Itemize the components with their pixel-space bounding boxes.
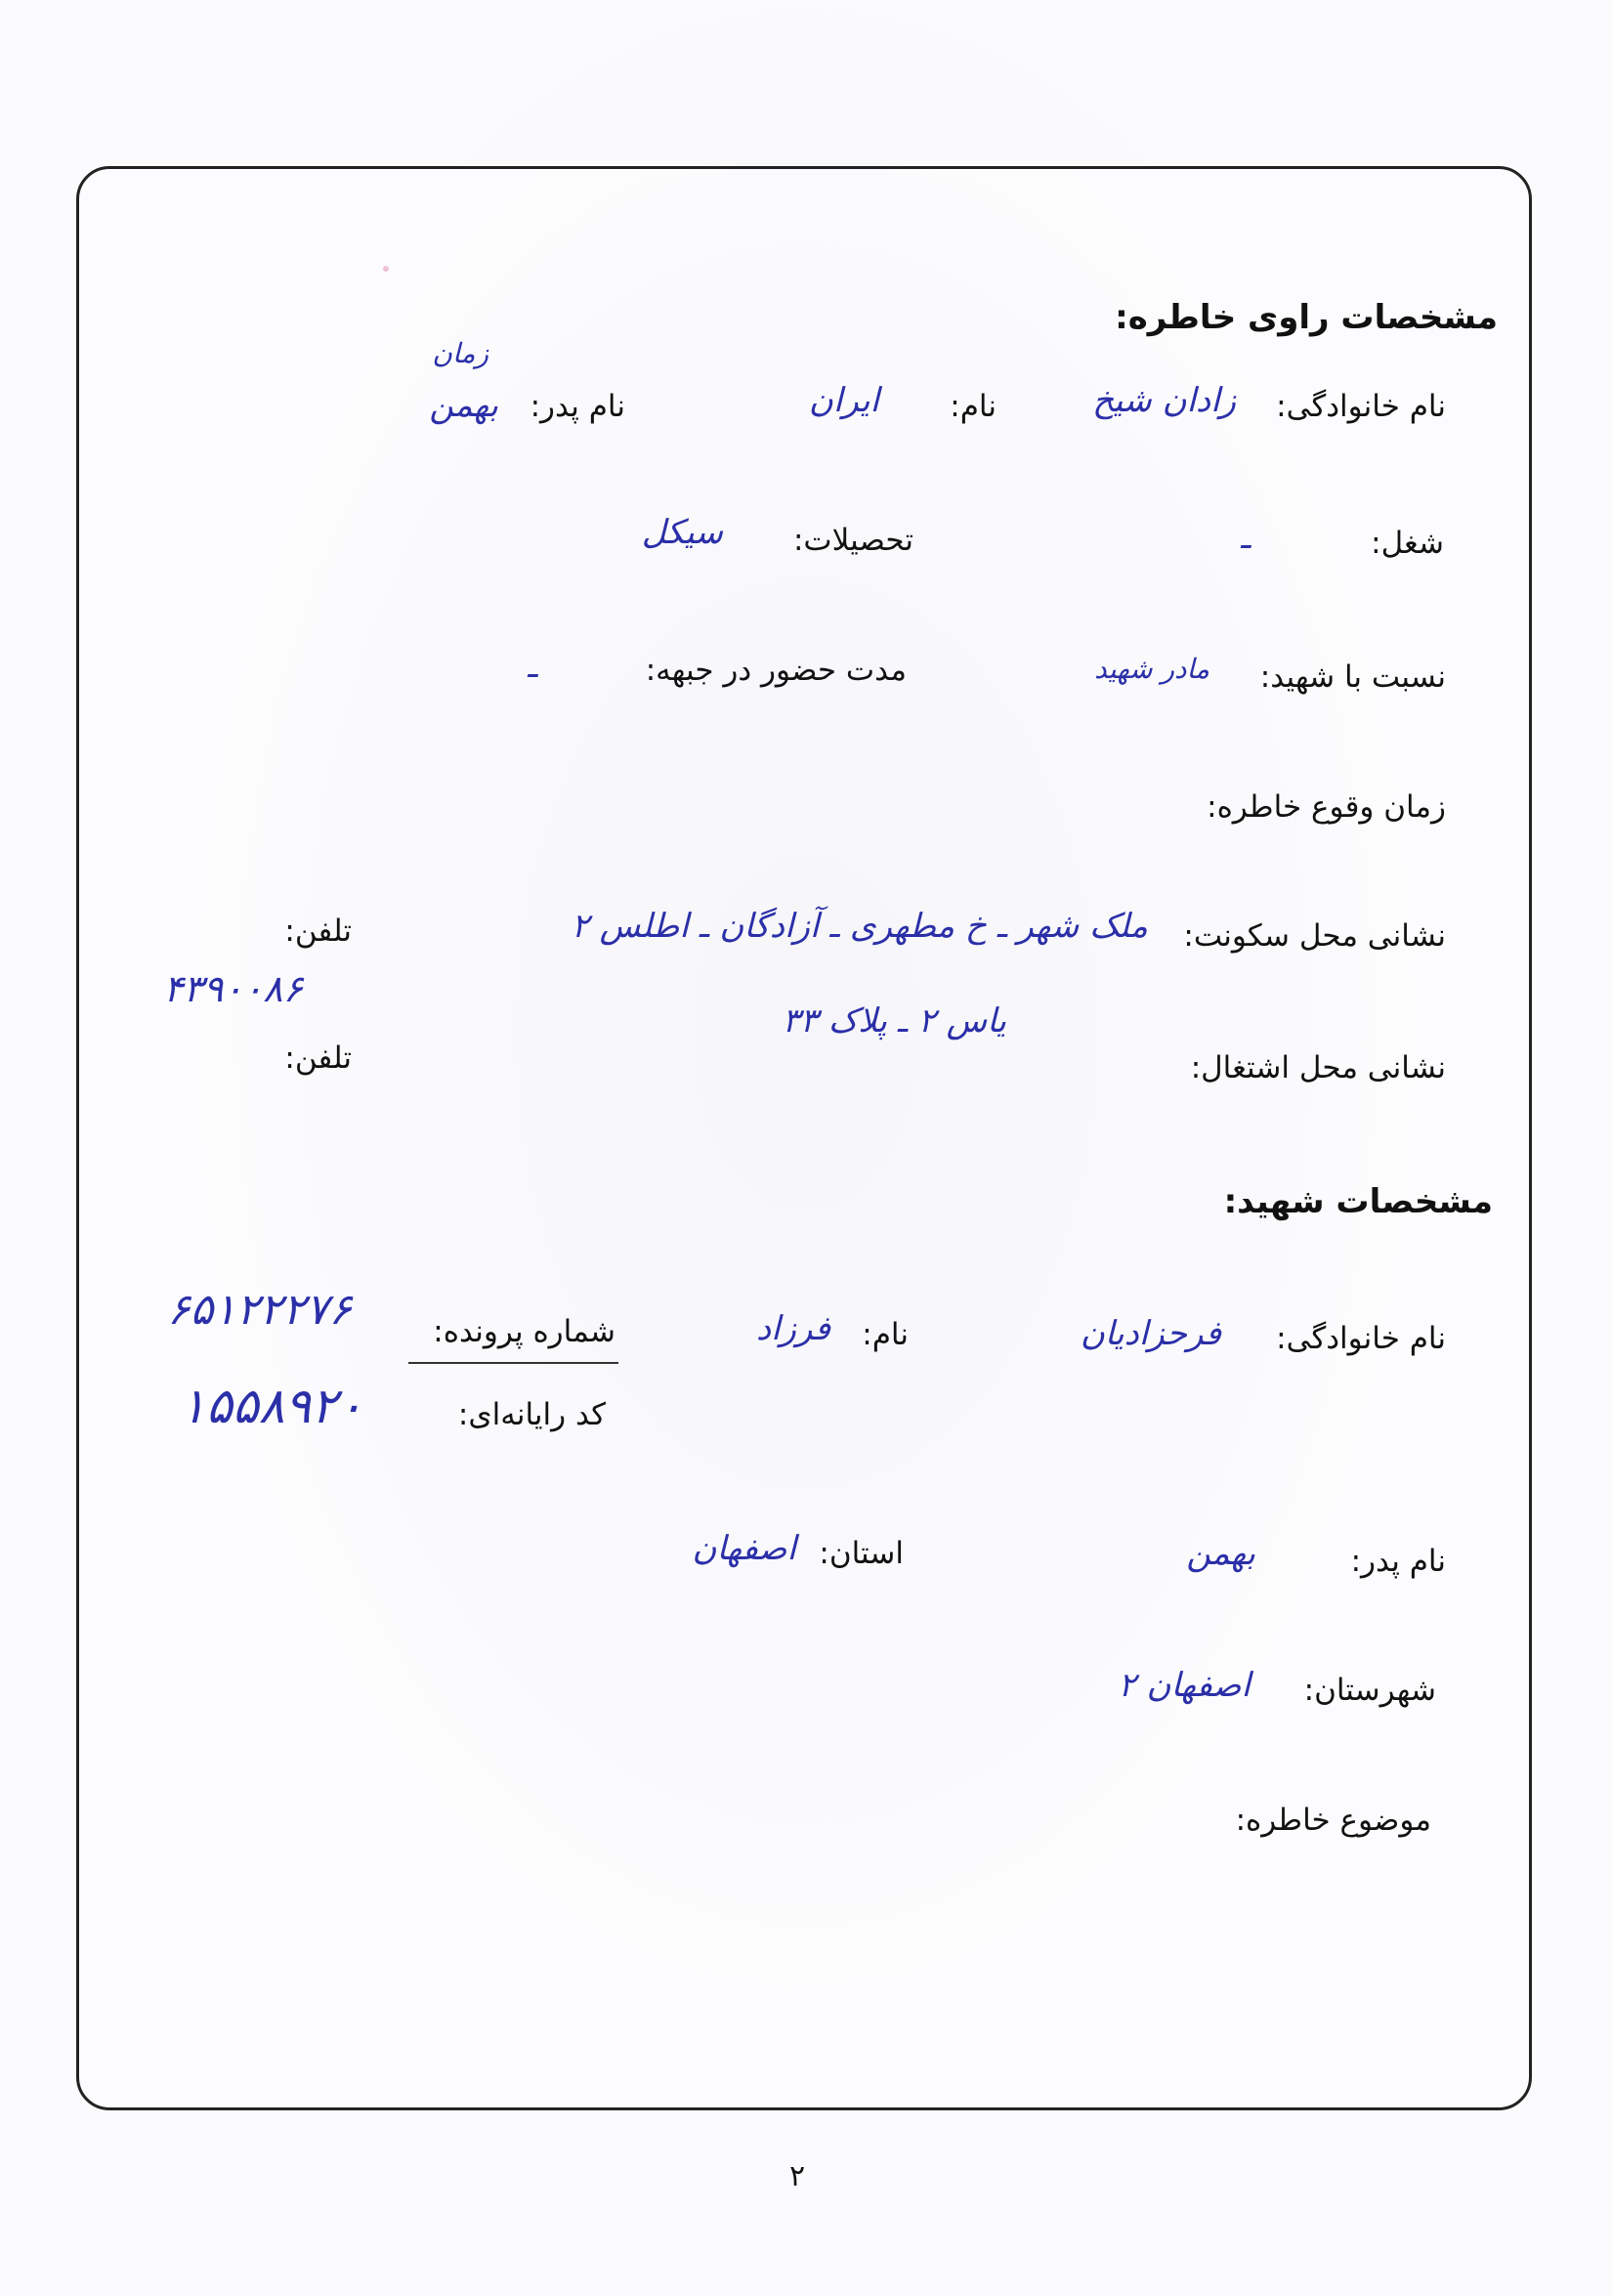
narrator-home-phone-label: تلفن: xyxy=(284,914,352,949)
martyr-memory-subject-label: موضوع خاطره: xyxy=(1235,1803,1431,1838)
martyr-heading: مشخصات شهید: xyxy=(1223,1182,1493,1221)
martyr-city-value: اصفهان ۲ xyxy=(1118,1666,1251,1705)
martyr-father-name-label: نام پدر: xyxy=(1350,1544,1446,1579)
narrator-front-duration-label: مدت حضور در جبهه: xyxy=(645,653,907,688)
martyr-family-name-value: فرحزادیان xyxy=(1080,1314,1221,1353)
narrator-home-phone-value: ۴۳۹۰۰۸۶ xyxy=(163,967,303,1010)
narrator-home-address-line1: ملک شهر ـ خ مطهری ـ آزادگان ـ اطلس ۲ xyxy=(571,907,1148,946)
martyr-first-name-value: فرزاد xyxy=(755,1309,830,1348)
narrator-work-address-label: نشانی محل اشتغال: xyxy=(1190,1050,1446,1085)
narrator-relation-value: مادر شهید xyxy=(1094,653,1209,685)
file-number-underline xyxy=(408,1362,618,1364)
narrator-home-address-label: نشانی محل سکونت: xyxy=(1183,918,1446,954)
narrator-father-name-label: نام پدر: xyxy=(530,389,625,424)
narrator-family-name-label: نام خانوادگی: xyxy=(1276,389,1446,424)
martyr-file-number-label: شماره پرونده: xyxy=(433,1314,615,1349)
narrator-father-name-note: زمان xyxy=(432,337,488,369)
martyr-province-value: اصفهان xyxy=(692,1529,796,1568)
narrator-front-duration-value: ـ xyxy=(528,647,537,686)
narrator-family-name-value: زادان شیخ xyxy=(1092,381,1236,420)
narrator-education-label: تحصیلات: xyxy=(792,523,913,558)
narrator-occupation-label: شغل: xyxy=(1371,526,1444,561)
martyr-first-name-label: نام: xyxy=(862,1317,909,1352)
narrator-heading: مشخصات راوی خاطره: xyxy=(1115,298,1498,337)
narrator-occupation-value: ـ xyxy=(1241,518,1251,557)
narrator-first-name-value: ایران xyxy=(808,381,879,420)
narrator-first-name-label: نام: xyxy=(950,389,997,424)
narrator-memory-time-label: زمان وقوع خاطره: xyxy=(1207,789,1446,825)
martyr-city-label: شهرستان: xyxy=(1303,1673,1436,1708)
martyr-father-name-value: بهمن xyxy=(1186,1534,1255,1573)
page-number: ۲ xyxy=(789,2159,806,2193)
martyr-computer-code-value: ۱۵۵۸۹۲۰ xyxy=(180,1378,363,1434)
narrator-relation-label: نسبت با شهید: xyxy=(1259,659,1446,695)
narrator-father-name-value: بهمن xyxy=(429,386,498,425)
martyr-computer-code-label: کد رایانه‌ای: xyxy=(457,1397,606,1432)
martyr-family-name-label: نام خانوادگی: xyxy=(1276,1321,1446,1356)
martyr-file-number-value: ۶۵۱۲۲۲۷۶ xyxy=(166,1285,352,1335)
narrator-work-phone-label: تلفن: xyxy=(284,1041,352,1076)
narrator-home-address-line2: یاس ۲ ـ پلاک ۳۳ xyxy=(782,1001,1006,1041)
narrator-education-value: سیکل xyxy=(641,513,723,552)
martyr-province-label: استان: xyxy=(819,1536,904,1571)
